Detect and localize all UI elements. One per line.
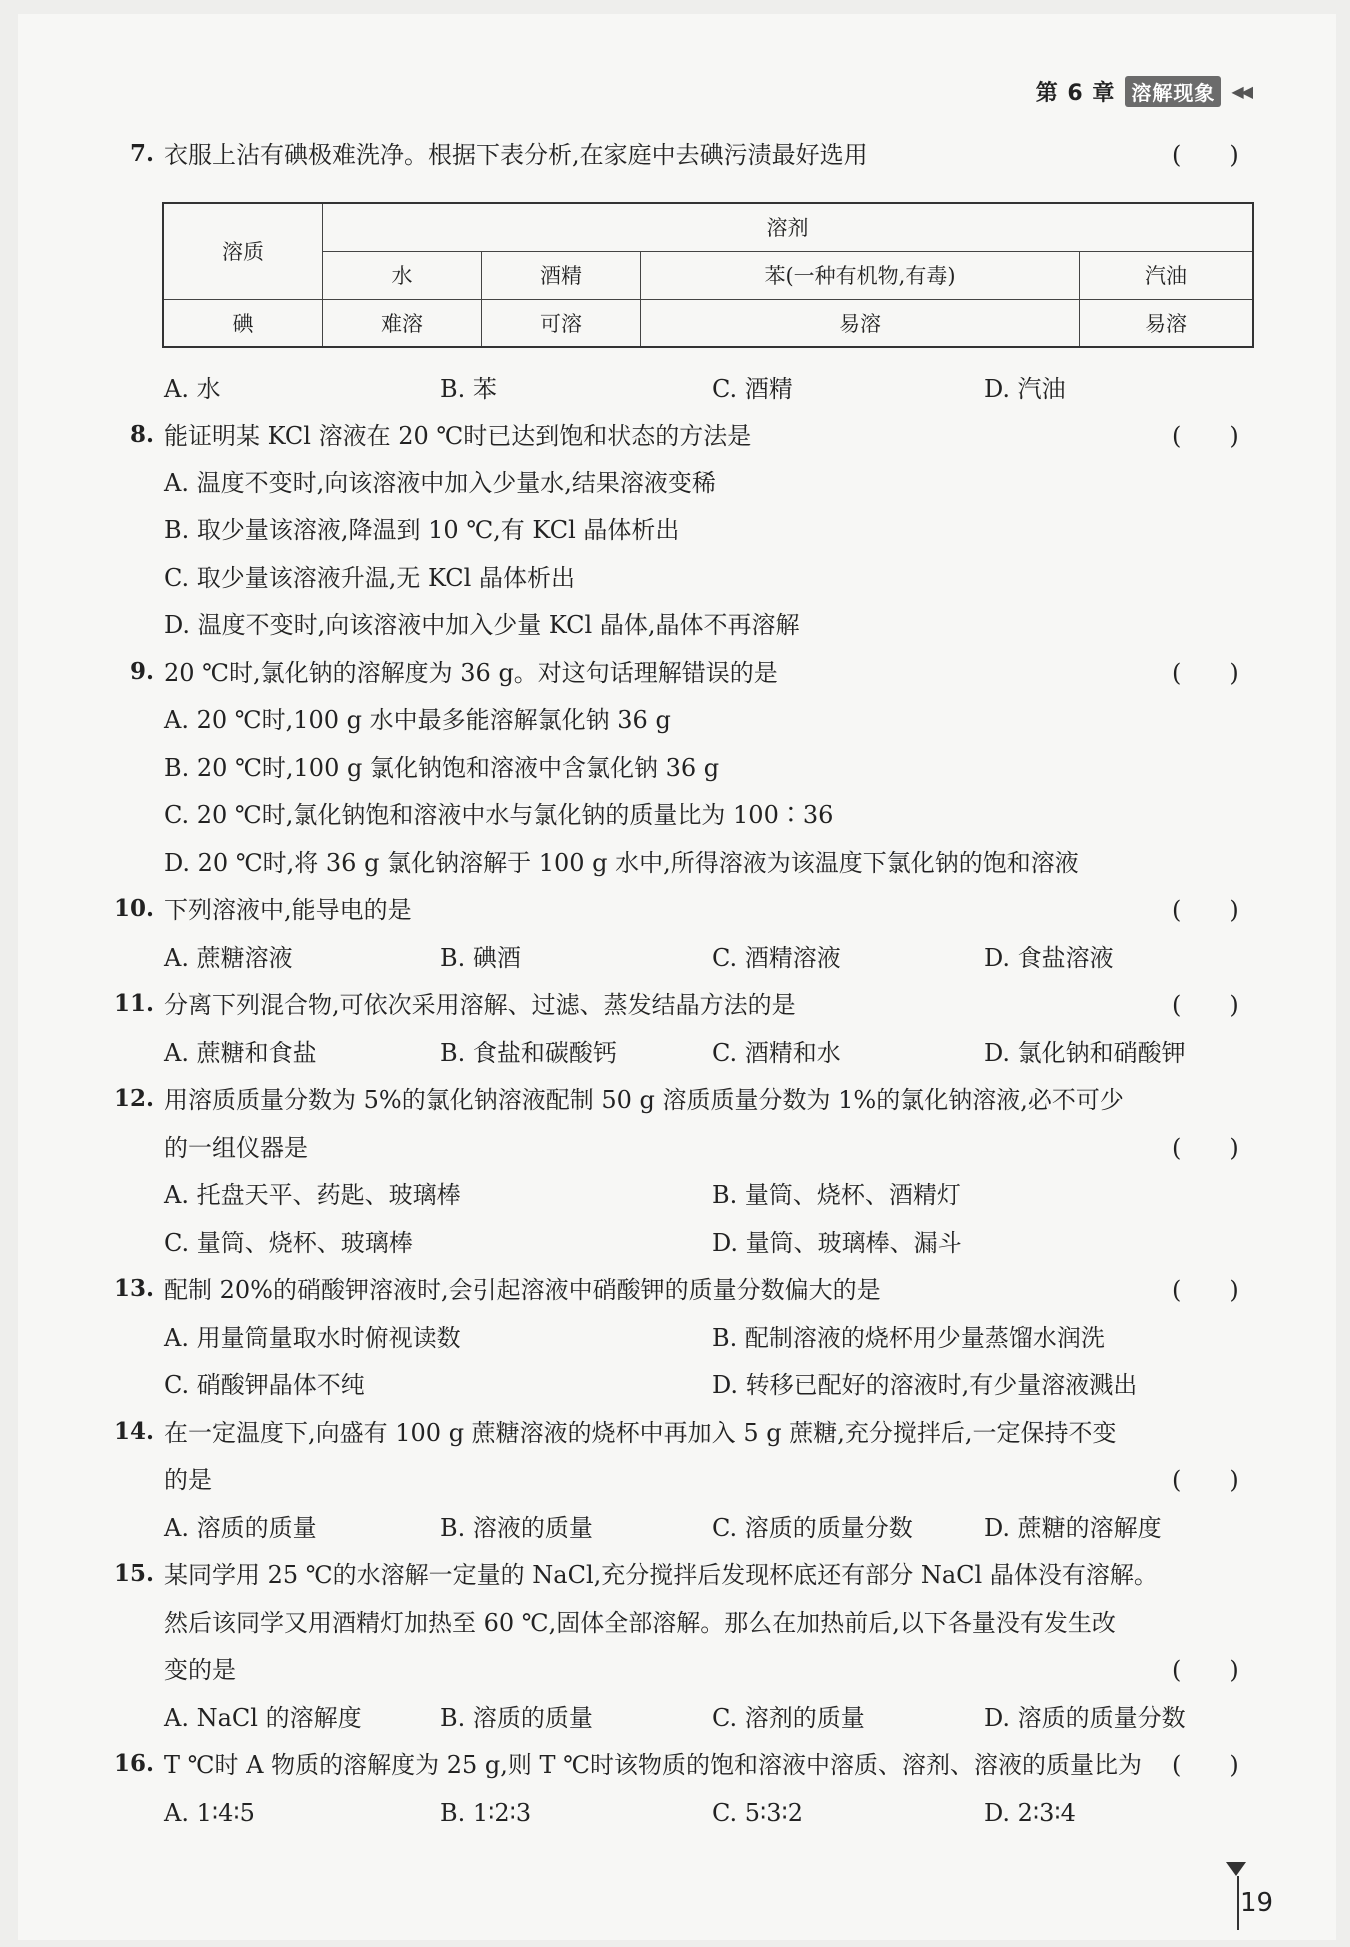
question-number: 14. xyxy=(113,1418,154,1445)
question-text: 衣服上沾有碘极难洗净。根据下表分析,在家庭中去碘污渍最好选用 xyxy=(164,141,868,169)
answer-bracket[interactable]: ( ) xyxy=(1172,1276,1239,1304)
table-header-solute: 溶质 xyxy=(163,203,323,299)
chapter-number: 第 6 章 xyxy=(1035,80,1116,106)
question-text: 配制 20%的硝酸钾溶液时,会引起溶液中硝酸钾的质量分数偏大的是 xyxy=(164,1276,881,1304)
chapter-header xyxy=(1036,76,1250,106)
option-d[interactable]: D. 氯化钠和硝酸钾 xyxy=(984,1039,1186,1067)
table-cell: 难溶 xyxy=(323,299,482,347)
page-number: 19 xyxy=(1240,1888,1274,1918)
option-d[interactable]: D. 汽油 xyxy=(984,375,1066,403)
table-header-solvent: 溶剂 xyxy=(323,203,1254,251)
question-number: 15. xyxy=(113,1560,154,1587)
answer-bracket[interactable]: ( ) xyxy=(1172,991,1239,1019)
option-d[interactable]: D. 食盐溶液 xyxy=(984,944,1114,972)
answer-bracket[interactable]: ( ) xyxy=(1172,1751,1239,1779)
option-b[interactable]: B. 溶液的质量 xyxy=(440,1514,593,1542)
answer-bracket[interactable]: ( ) xyxy=(1172,422,1239,450)
option-c[interactable]: C. 酒精和水 xyxy=(712,1039,841,1067)
option-a[interactable]: A. 水 xyxy=(164,375,221,403)
answer-bracket[interactable]: ( ) xyxy=(1172,1466,1239,1494)
option-c[interactable]: C. 20 ℃时,氯化钠饱和溶液中水与氯化钠的质量比为 100∶36 xyxy=(164,801,834,829)
table-cell: 易溶 xyxy=(641,299,1080,347)
option-a[interactable]: A. 蔗糖和食盐 xyxy=(164,1039,317,1067)
table-cell: 汽油 xyxy=(1080,251,1254,299)
answer-bracket[interactable]: ( ) xyxy=(1172,141,1239,169)
question-number: 12. xyxy=(113,1085,154,1112)
option-b[interactable]: B. 20 ℃时,100 g 氯化钠饱和溶液中含氯化钠 36 g xyxy=(164,754,720,782)
option-d[interactable]: D. 量筒、玻璃棒、漏斗 xyxy=(712,1229,962,1257)
option-a[interactable]: A. 20 ℃时,100 g 水中最多能溶解氯化钠 36 g xyxy=(164,706,671,734)
chapter-title: 溶解现象 xyxy=(1125,76,1221,107)
option-d[interactable]: D. 温度不变时,向该溶液中加入少量 KCl 晶体,晶体不再溶解 xyxy=(164,611,800,639)
answer-bracket[interactable]: ( ) xyxy=(1172,659,1239,687)
question-text: 在一定温度下,向盛有 100 g 蔗糖溶液的烧杯中再加入 5 g 蔗糖,充分搅拌后,一定保持不变 xyxy=(164,1419,1117,1447)
option-c[interactable]: C. 溶质的质量分数 xyxy=(712,1514,913,1542)
option-c[interactable]: C. 取少量该溶液升温,无 KCl 晶体析出 xyxy=(164,564,575,592)
option-b[interactable]: B. 溶质的质量 xyxy=(440,1704,593,1732)
option-c[interactable]: C. 5∶3∶2 xyxy=(712,1799,804,1827)
option-d[interactable]: D. 蔗糖的溶解度 xyxy=(984,1514,1162,1542)
table-cell: 水 xyxy=(323,251,482,299)
question-number: 10. xyxy=(113,895,154,922)
question-text: 用溶质质量分数为 5%的氯化钠溶液配制 50 g 溶质质量分数为 1%的氯化钠溶液,必不可少 xyxy=(164,1086,1124,1114)
arrow-icon: ◀◀ xyxy=(1231,81,1250,101)
option-b[interactable]: B. 碘酒 xyxy=(440,944,521,972)
option-b[interactable]: B. 1∶2∶3 xyxy=(440,1799,532,1827)
question-text: 20 ℃时,氯化钠的溶解度为 36 g。对这句话理解错误的是 xyxy=(164,659,778,687)
question-number: 7. xyxy=(129,140,154,167)
option-b[interactable]: B. 苯 xyxy=(440,375,497,403)
question-number: 9. xyxy=(129,658,154,685)
option-a[interactable]: A. 1∶4∶5 xyxy=(164,1799,255,1827)
option-a[interactable]: A. 托盘天平、药匙、玻璃棒 xyxy=(164,1181,461,1209)
option-c[interactable]: C. 硝酸钾晶体不纯 xyxy=(164,1371,365,1399)
option-c[interactable]: C. 酒精溶液 xyxy=(712,944,841,972)
option-b[interactable]: B. 量筒、烧杯、酒精灯 xyxy=(712,1181,961,1209)
table-cell: 酒精 xyxy=(482,251,641,299)
option-a[interactable]: A. NaCl 的溶解度 xyxy=(164,1704,362,1732)
question-text: 能证明某 KCl 溶液在 20 ℃时已达到饱和状态的方法是 xyxy=(164,422,752,450)
option-b[interactable]: B. 取少量该溶液,降温到 10 ℃,有 KCl 晶体析出 xyxy=(164,516,680,544)
option-c[interactable]: C. 溶剂的质量 xyxy=(712,1704,865,1732)
option-d[interactable]: D. 转移已配好的溶液时,有少量溶液溅出 xyxy=(712,1371,1138,1399)
solubility-table xyxy=(162,202,1254,348)
option-c[interactable]: C. 酒精 xyxy=(712,375,793,403)
table-cell: 可溶 xyxy=(482,299,641,347)
divider xyxy=(1237,1876,1239,1930)
question-number: 11. xyxy=(113,990,154,1017)
option-d[interactable]: D. 溶质的质量分数 xyxy=(984,1704,1186,1732)
question-text: 分离下列混合物,可依次采用溶解、过滤、蒸发结晶方法的是 xyxy=(164,991,796,1019)
option-a[interactable]: A. 蔗糖溶液 xyxy=(164,944,293,972)
question-text: 下列溶液中,能导电的是 xyxy=(164,896,412,924)
question-number: 13. xyxy=(113,1275,154,1302)
question-number: 16. xyxy=(113,1750,154,1777)
answer-bracket[interactable]: ( ) xyxy=(1172,896,1239,924)
answer-bracket[interactable]: ( ) xyxy=(1172,1656,1239,1684)
option-a[interactable]: A. 用量筒量取水时俯视读数 xyxy=(164,1324,461,1352)
option-d[interactable]: D. 2∶3∶4 xyxy=(984,1799,1076,1827)
option-b[interactable]: B. 食盐和碳酸钙 xyxy=(440,1039,617,1067)
question-text-continued: 然后该同学又用酒精灯加热至 60 ℃,固体全部溶解。那么在加热前后,以下各量没有发生改 xyxy=(164,1609,1116,1637)
question-text-continued: 变的是 xyxy=(164,1656,236,1684)
question-number: 8. xyxy=(129,421,154,448)
option-a[interactable]: A. 溶质的质量 xyxy=(164,1514,317,1542)
option-b[interactable]: B. 配制溶液的烧杯用少量蒸馏水润洗 xyxy=(712,1324,1105,1352)
table-cell: 碘 xyxy=(163,299,323,347)
option-a[interactable]: A. 温度不变时,向该溶液中加入少量水,结果溶液变稀 xyxy=(164,469,716,497)
option-c[interactable]: C. 量筒、烧杯、玻璃棒 xyxy=(164,1229,413,1257)
question-text: 某同学用 25 ℃的水溶解一定量的 NaCl,充分搅拌后发现杯底还有部分 NaCl 晶体没有溶解。 xyxy=(164,1561,1158,1589)
answer-bracket[interactable]: ( ) xyxy=(1172,1134,1239,1162)
question-text-continued: 的一组仪器是 xyxy=(164,1134,308,1162)
triangle-marker-icon xyxy=(1226,1862,1246,1876)
table-cell: 苯(一种有机物,有毒) xyxy=(641,251,1080,299)
option-d[interactable]: D. 20 ℃时,将 36 g 氯化钠溶解于 100 g 水中,所得溶液为该温度下氯化钠的饱和溶液 xyxy=(164,849,1079,877)
question-text: T ℃时 A 物质的溶解度为 25 g,则 T ℃时该物质的饱和溶液中溶质、溶剂、溶液的质量比为 xyxy=(164,1751,1142,1779)
question-text-continued: 的是 xyxy=(164,1466,212,1494)
table-cell: 易溶 xyxy=(1080,299,1254,347)
